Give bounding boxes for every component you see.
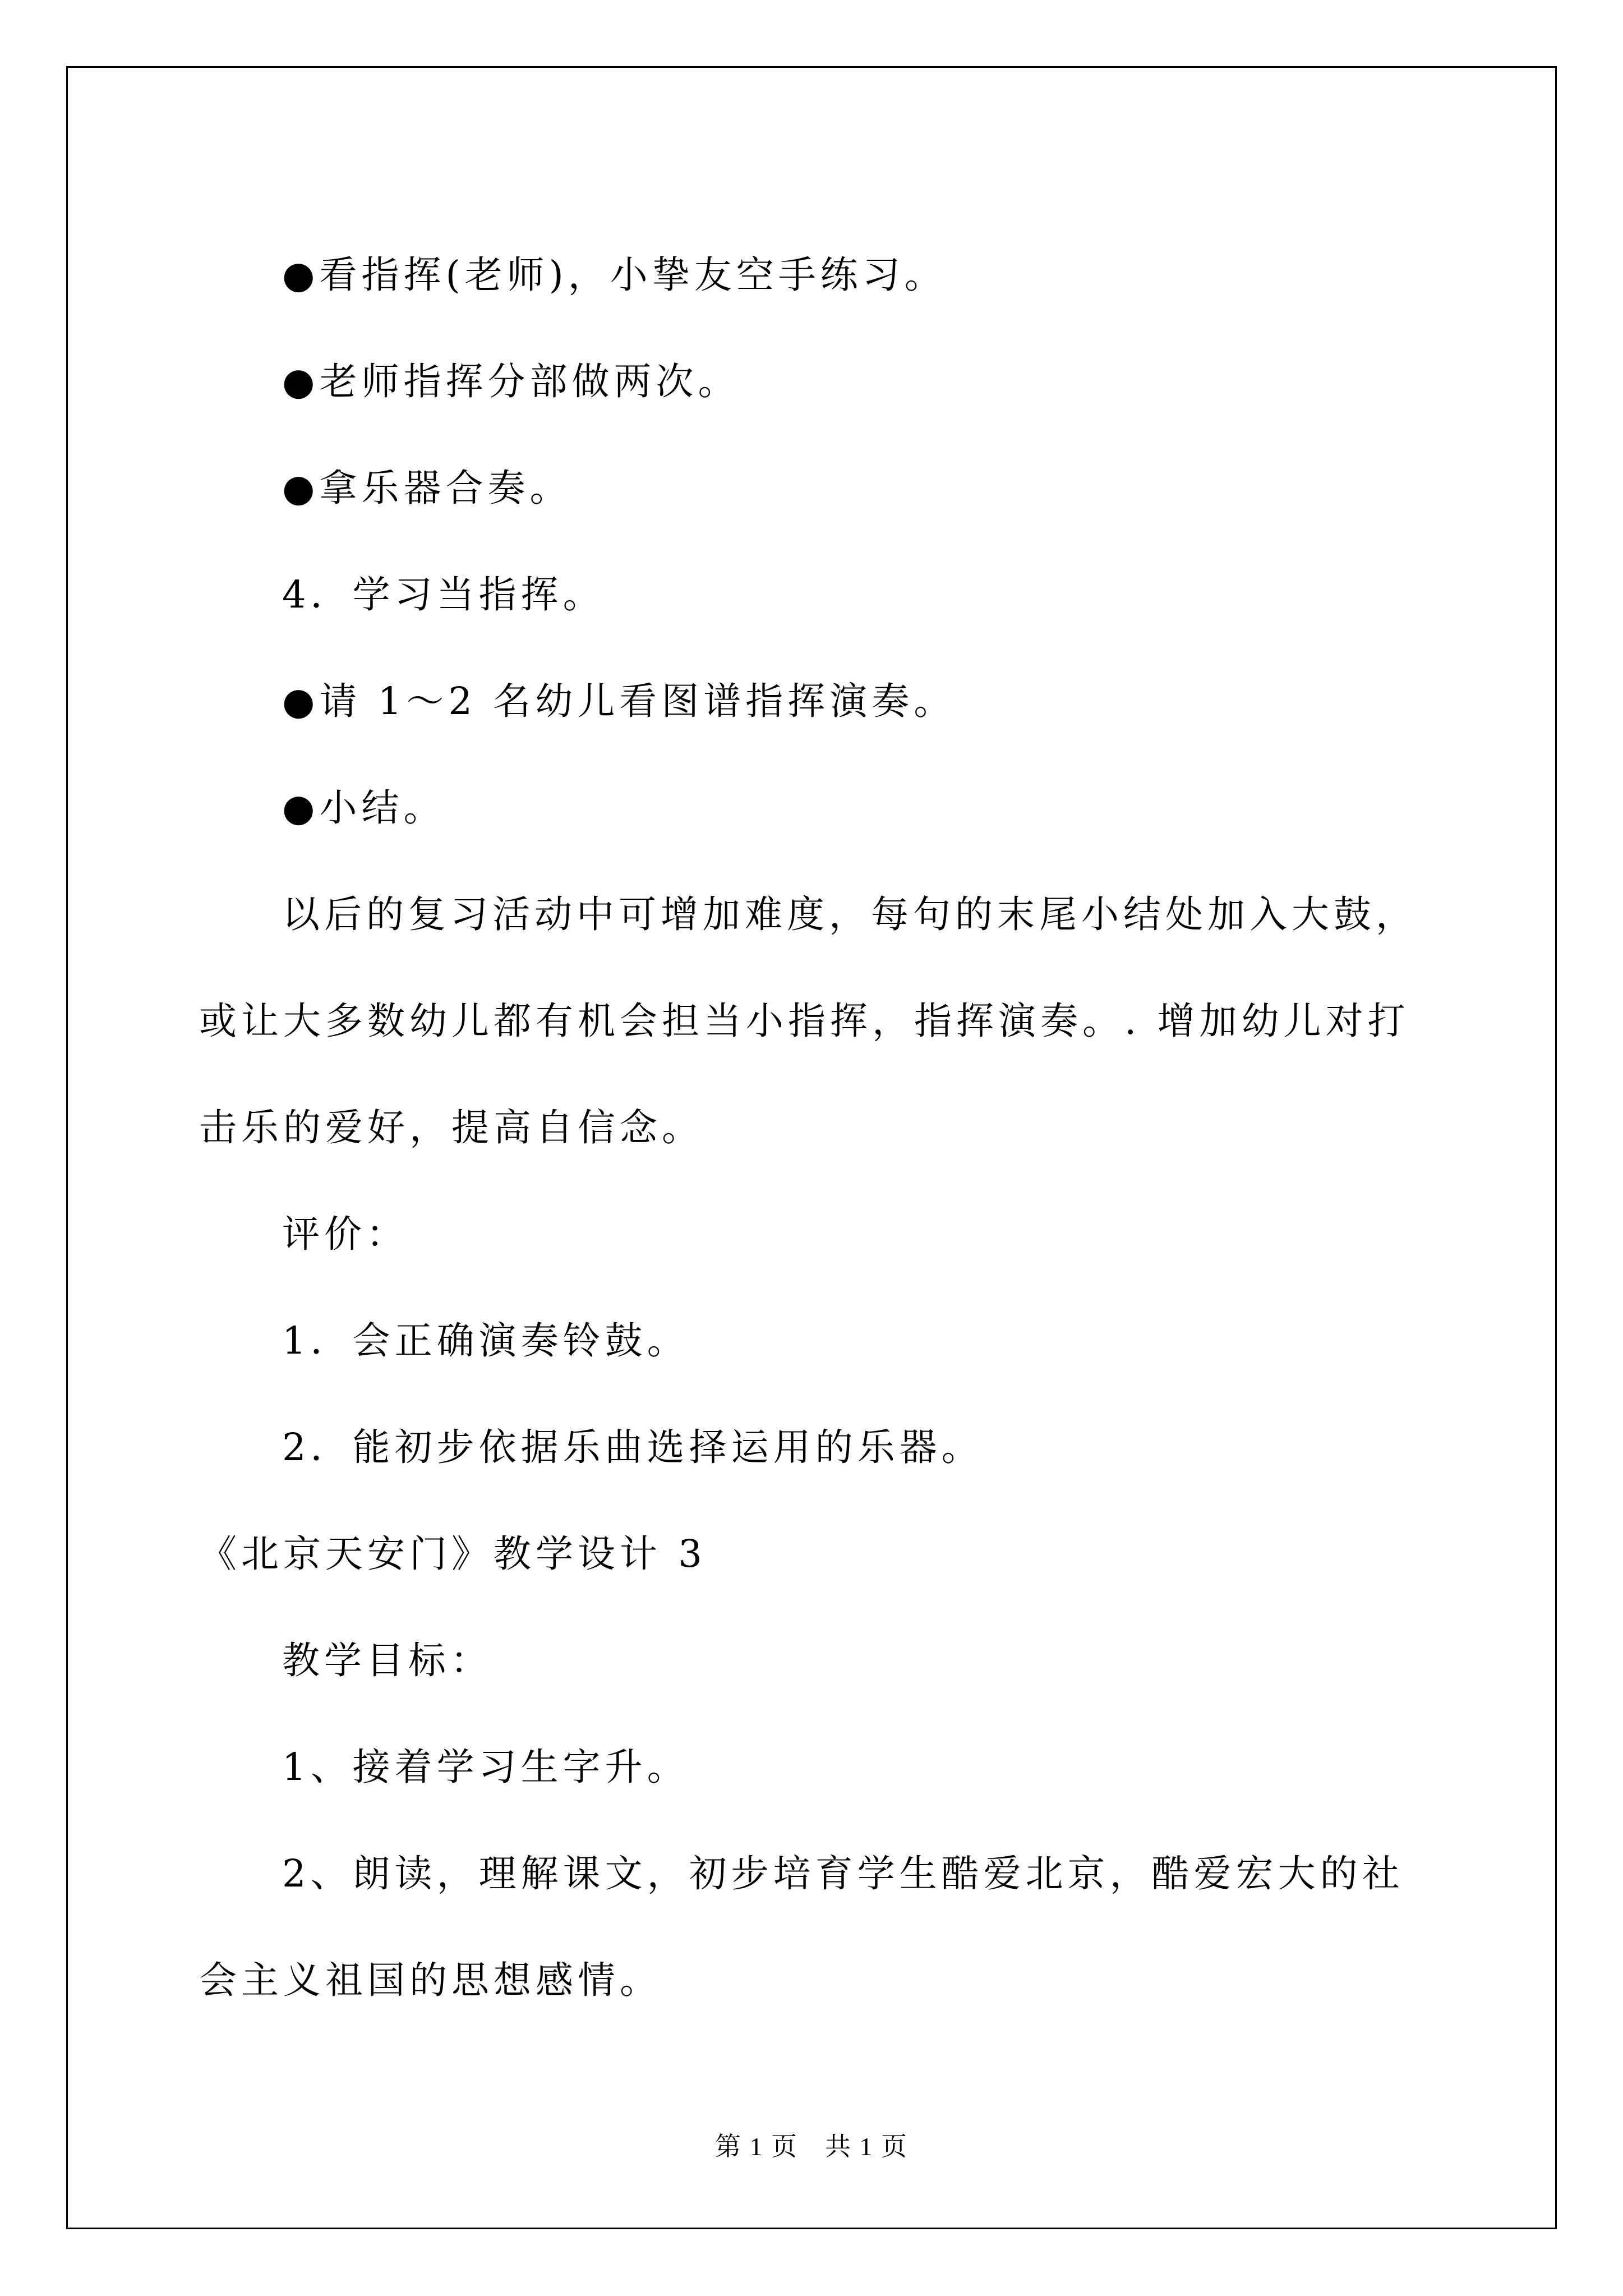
paragraph: 2、朗读，理解课文，初步培育学生酷爱北京，酷爱宏大的社会主义祖国的思想感情。: [199, 1852, 1404, 2002]
page-footer: 第 1 页 共 1 页: [715, 2132, 908, 2161]
paragraph: ●看指挥(老师)，小挚友空手练习。: [282, 253, 947, 297]
paragraph: 教学目标：: [282, 1639, 492, 1682]
paragraph: ●拿乐器合奏。: [282, 466, 572, 510]
paragraph: 以后的复习活动中可增加难度，每句的末尾小结处加入大鼓，或让大多数幼儿都有机会担当小指挥，指挥演奏。. 增加幼儿对打击乐的爱好，提高自信念。: [199, 892, 1418, 1149]
paragraph: 2．能初步依据乐曲选择运用的乐器。: [282, 1425, 984, 1469]
paragraph: ●请 1～2 名幼儿看图谱指挥演奏。: [282, 679, 956, 723]
document-body: [199, 222, 1433, 2033]
section-heading: 《北京天安门》教学设计 3: [199, 1532, 707, 1576]
paragraph: ●小结。: [282, 786, 446, 830]
paragraph: 1、接着学习生字升。: [282, 1745, 689, 1789]
paragraph: ●老师指挥分部做两次。: [282, 360, 740, 403]
paragraph: 评价：: [282, 1212, 408, 1256]
paragraph: 1．会正确演奏铃鼓。: [282, 1319, 689, 1363]
paragraph: 4．学习当指挥。: [282, 573, 605, 616]
